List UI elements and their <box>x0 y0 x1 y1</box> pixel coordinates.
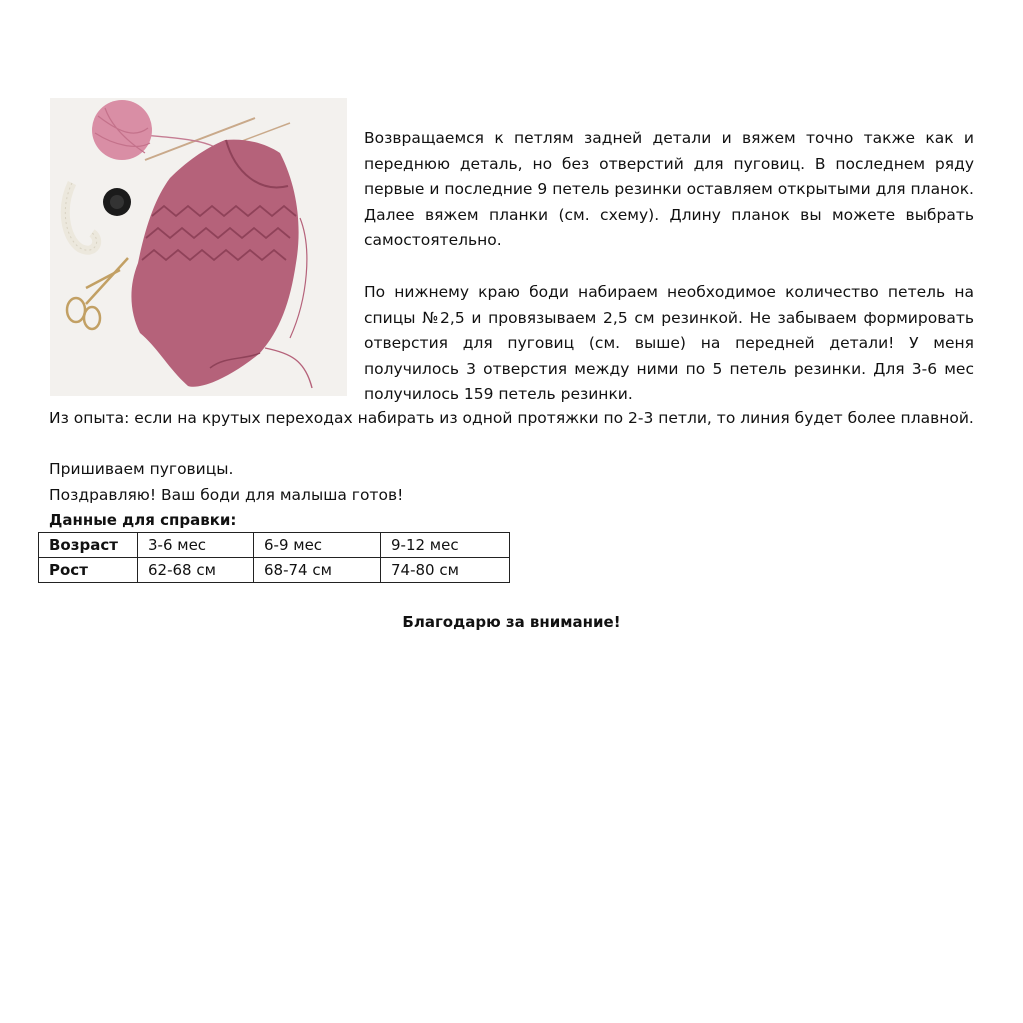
table-row-height <box>39 558 510 583</box>
row-label-height: Рост <box>39 558 138 583</box>
table-cell: 74-80 см <box>381 558 510 583</box>
paragraph-bottom-edge: По нижнему краю боди набираем необходимое количество петель на спицы №2,5 и провязываем 2,5 см резинкой. Не забываем формировать отверстия для пуговиц (см. выше) на передней детали! У меня получилось 3 отверстия между ними по 5 петель резинки. Для 3-6 мес получилось 159 петель резинки. <box>364 283 974 403</box>
paragraph-buttons: Пришиваем пуговицы. <box>49 460 234 478</box>
table-cell: 3-6 мес <box>138 533 254 558</box>
table-cell: 62-68 см <box>138 558 254 583</box>
table-cell: 68-74 см <box>254 558 381 583</box>
table-title: Данные для справки: <box>49 511 237 529</box>
table-cell: 9-12 мес <box>381 533 510 558</box>
knitted-bodysuit-photo <box>50 98 347 396</box>
thanks-note: Благодарю за внимание! <box>402 613 621 631</box>
reference-table <box>38 532 510 583</box>
table-row-age <box>39 533 510 558</box>
paragraph-back-piece: Возвращаемся к петлям задней детали и вяжем точно также как и переднюю деталь, но без отверстий для пуговиц. В последнем ряду первые и последние 9 петель резинки оставляем открытыми для планок. Далее вяжем планки (см. схему). Длину планок вы можете выбрать самостоятельно. <box>364 129 974 249</box>
row-label-age: Возраст <box>39 533 138 558</box>
table-cell: 6-9 мес <box>254 533 381 558</box>
paragraph-congrats: Поздравляю! Ваш боди для малыша готов! <box>49 486 404 504</box>
paragraph-tip: Из опыта: если на крутых переходах набирать из одной протяжки по 2-3 петли, то линия будет более плавной. <box>49 409 974 427</box>
